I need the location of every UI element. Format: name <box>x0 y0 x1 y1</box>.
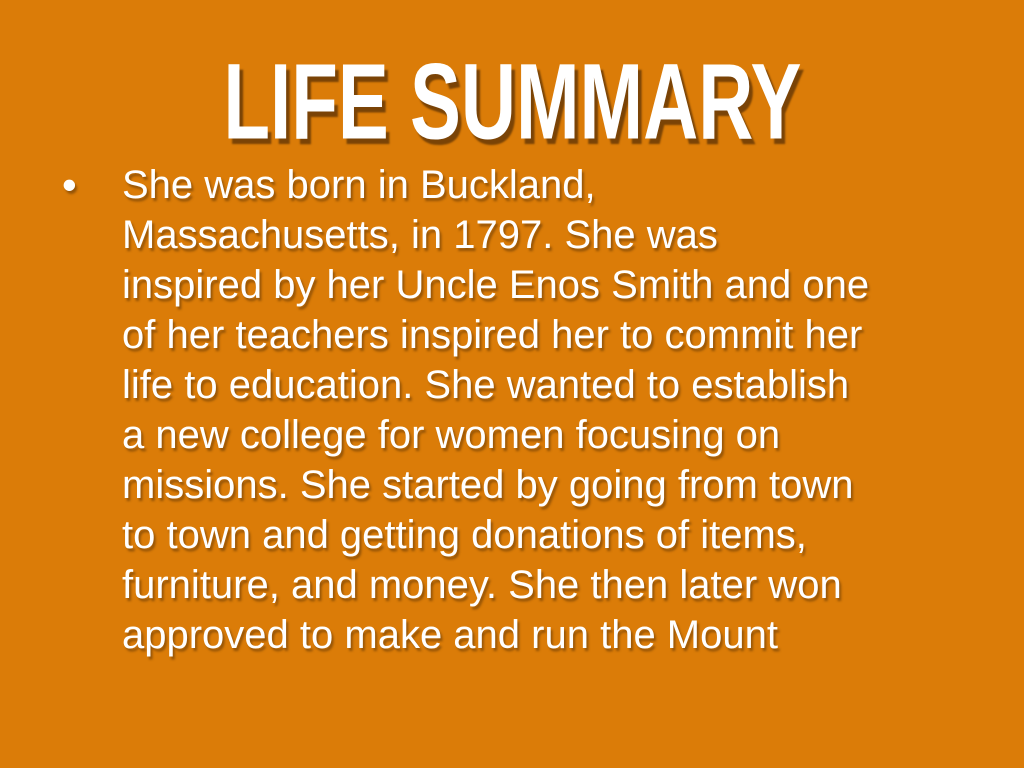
bullet-item <box>58 160 978 660</box>
bullet-text-line: Massachusetts, in 1797. She was <box>122 213 718 257</box>
bullet-text-line: a new college for women focusing on <box>122 413 781 457</box>
bullet-text <box>122 160 978 660</box>
bullet-text-line: inspired by her Uncle Enos Smith and one <box>122 263 870 307</box>
bullet-text-line: furniture, and money. She then later won <box>122 563 842 607</box>
bullet-marker-icon: • <box>62 161 77 208</box>
bullet-text-line: of her teachers inspired her to commit her <box>122 313 863 357</box>
bullet-text-line: to town and getting donations of items, <box>122 513 807 557</box>
slide-title: LIFE SUMMARY <box>222 41 802 163</box>
bullet-text-line: approved to make and run the Mount <box>122 613 778 657</box>
bullet-text-line: She was born in Buckland, <box>122 163 596 207</box>
bullet-text-line: missions. She started by going from town <box>122 463 854 507</box>
bullet-text-line: life to education. She wanted to establish <box>122 363 850 407</box>
title-container <box>0 41 1024 163</box>
